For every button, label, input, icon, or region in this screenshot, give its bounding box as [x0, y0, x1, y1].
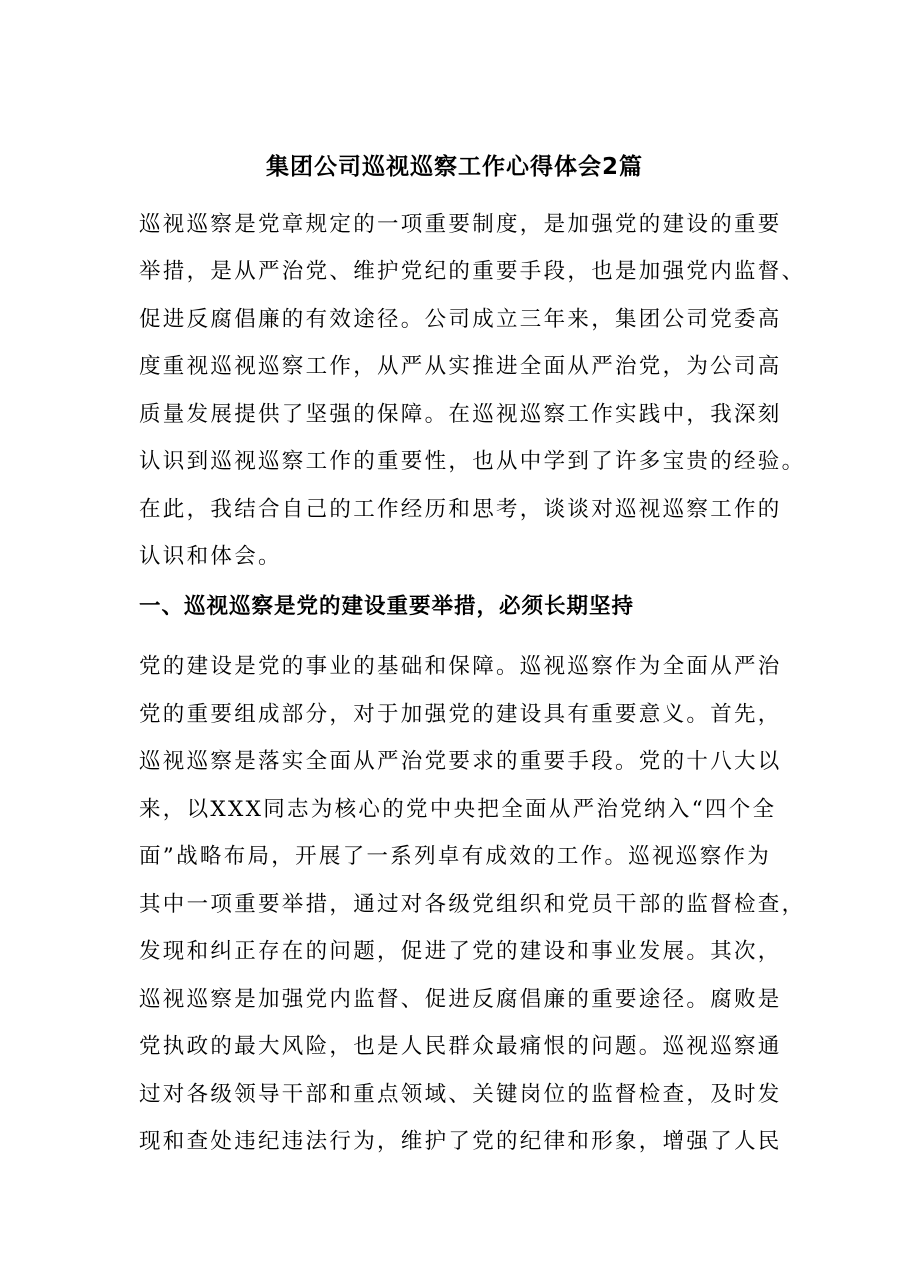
section-line: 发现和纠正存在的问题，促进了党的建设和事业发展。其次，: [139, 939, 782, 964]
section-heading: 一、巡视巡察是党的建设重要举措，必须长期坚持: [139, 594, 635, 619]
intro-line: 促进反腐倡廉的有效途径。公司成立三年来，集团公司党委高: [139, 307, 782, 332]
intro-line: 举措，是从严治党、维护党纪的重要手段，也是加强党内监督、: [139, 259, 806, 284]
intro-line: 认识和体会。: [139, 544, 282, 569]
intro-line: 质量发展提供了坚强的保障。在巡视巡察工作实践中，我深刻: [139, 402, 782, 427]
section-line: 党的建设是党的事业的基础和保障。巡视巡察作为全面从严治: [139, 654, 782, 679]
document-title: 集团公司巡视巡察工作心得体会2篇: [265, 154, 643, 180]
section-line: 巡视巡察是加强党内监督、促进反腐倡廉的重要途径。腐败是: [139, 987, 782, 1012]
section-line: 面”战略布局，开展了一系列卓有成效的工作。巡视巡察作为: [139, 844, 772, 869]
section-line: 现和查处违纪违法行为，维护了党的纪律和形象，增强了人民: [139, 1129, 782, 1154]
section-line: 党的重要组成部分，对于加强党的建设具有重要意义。首先，: [139, 702, 782, 727]
section-line: 党执政的最大风险，也是人民群众最痛恨的问题。巡视巡察通: [139, 1034, 782, 1059]
intro-line: 认识到巡视巡察工作的重要性，也从中学到了许多宝贵的经验。: [139, 449, 806, 474]
intro-line: 度重视巡视巡察工作，从严从实推进全面从严治党，为公司高: [139, 354, 782, 379]
intro-line: 在此，我结合自己的工作经历和思考，谈谈对巡视巡察工作的: [139, 497, 782, 522]
section-line: 来，以XXX同志为核心的党中央把全面从严治党纳入“四个全: [139, 797, 777, 822]
section-line: 其中一项重要举措，通过对各级党组织和党员干部的监督检查，: [139, 892, 806, 917]
section-line: 巡视巡察是落实全面从严治党要求的重要手段。党的十八大以: [139, 749, 782, 774]
intro-line: 巡视巡察是党章规定的一项重要制度，是加强党的建设的重要: [139, 212, 782, 237]
section-line: 过对各级领导干部和重点领域、关键岗位的监督检查，及时发: [139, 1082, 782, 1107]
